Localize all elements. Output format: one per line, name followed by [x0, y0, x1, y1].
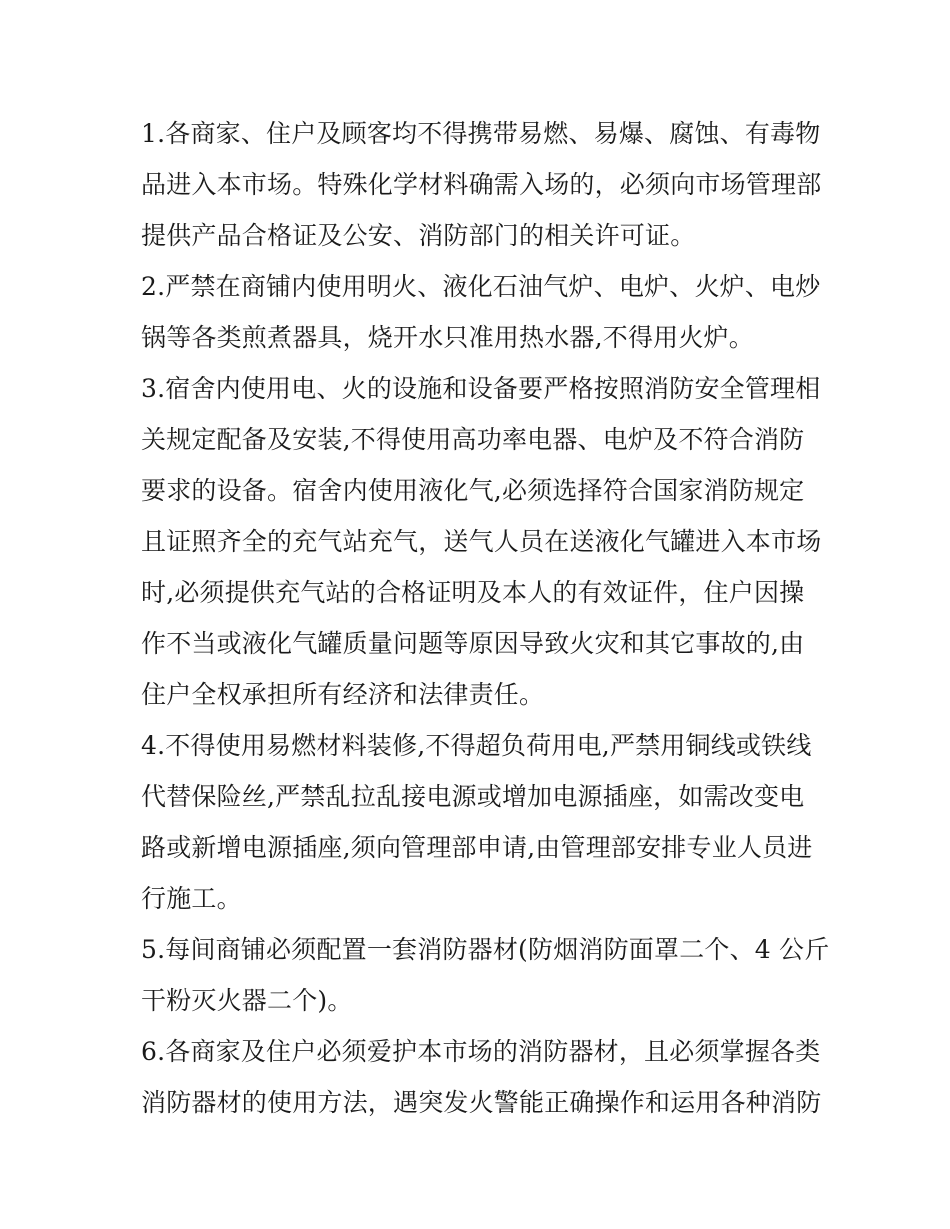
text-line: 路或新增电源插座,须向管理部申请,由管理部安排专业人员进	[141, 833, 813, 862]
text-line: 关规定配备及安装,不得使用高功率电器、电炉及不符合消防	[141, 425, 805, 454]
text-line: 作不当或液化气罐质量问题等原因导致火灾和其它事故的,由	[141, 629, 805, 658]
text-line: 6.各商家及住户必须爱护本市场的消防器材，且必须掌握各类	[141, 1037, 821, 1066]
text-line: 5.每间商铺必须配置一套消防器材(防烟消防面罩二个、4 公斤	[141, 935, 830, 964]
text-line: 锅等各类煎煮器具，烧开水只准用热水器,不得用火炉。	[141, 323, 754, 352]
text-line: 4.不得使用易燃材料装修,不得超负荷用电,严禁用铜线或铁线	[141, 731, 812, 760]
text-line: 消防器材的使用方法，遇突发火警能正确操作和运用各种消防	[141, 1088, 822, 1117]
text-line: 代替保险丝,严禁乱拉乱接电源或增加电源插座，如需改变电	[141, 782, 805, 811]
text-line: 干粉灭火器二个)。	[141, 986, 353, 1015]
text-line: 要求的设备。宿舍内使用液化气,必须选择符合国家消防规定	[141, 476, 805, 505]
text-line: 时,必须提供充气站的合格证明及本人的有效证件，住户因操	[141, 578, 805, 607]
text-line: 住户全权承担所有经济和法律责任。	[141, 680, 545, 709]
text-line: 2.严禁在商铺内使用明火、液化石油气炉、电炉、火炉、电炒	[141, 272, 821, 301]
text-line: 3.宿舍内使用电、火的设施和设备要严格按照消防安全管理相	[141, 374, 821, 403]
text-line: 提供产品合格证及公安、消防部门的相关许可证。	[141, 221, 696, 250]
text-line: 品进入本市场。特殊化学材料确需入场的，必须向市场管理部	[141, 170, 822, 199]
document-body	[141, 108, 830, 1128]
text-line: 1.各商家、住户及顾客均不得携带易燃、易爆、腐蚀、有毒物	[141, 119, 821, 148]
text-line: 且证照齐全的充气站充气，送气人员在送液化气罐进入本市场	[141, 527, 822, 556]
text-line: 行施工。	[141, 884, 242, 913]
